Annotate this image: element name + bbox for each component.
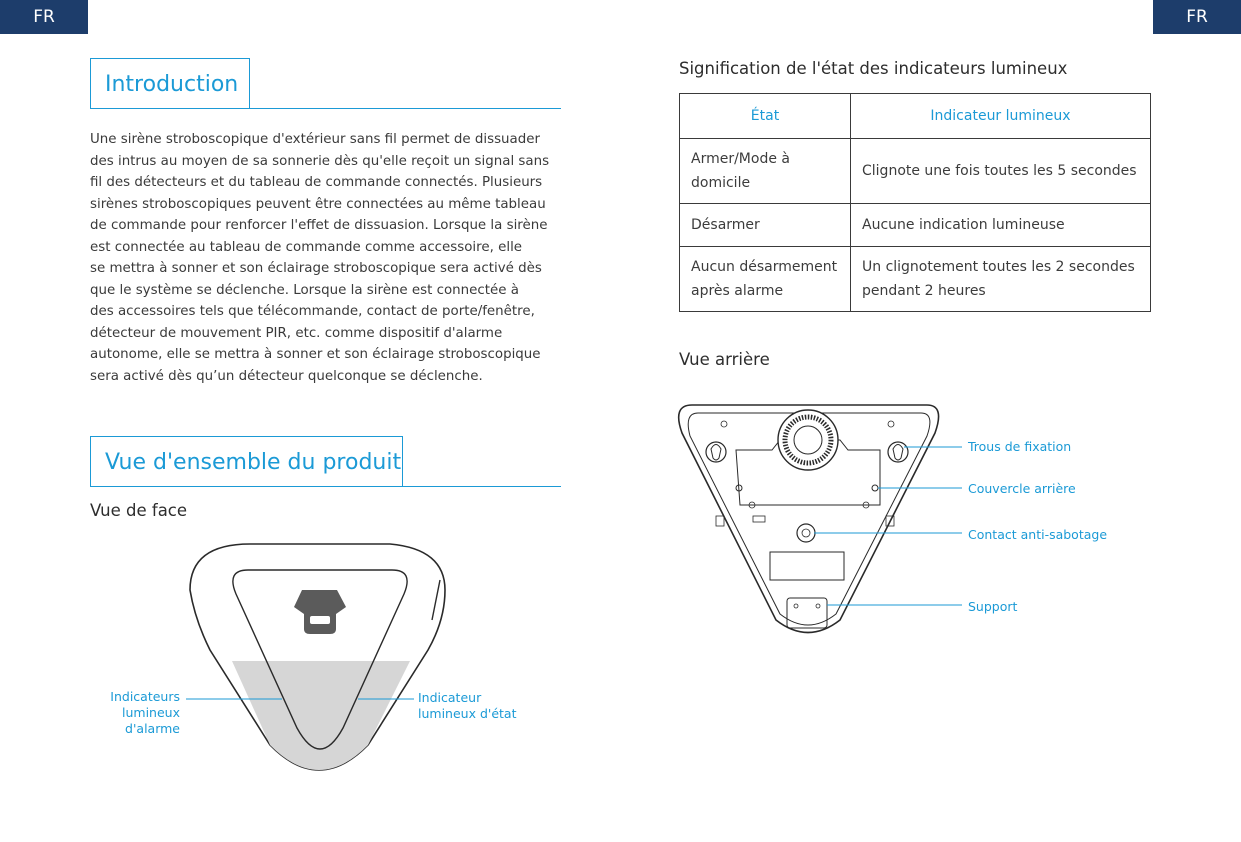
column-header-indicator: Indicateur lumineux (851, 94, 1151, 139)
front-view-heading: Vue de face (90, 501, 188, 520)
intro-line: de commande pour renforcer l'effet de dissuasion. Lorsque la sirène (90, 218, 548, 233)
status-light-window (310, 616, 330, 624)
alarm-indicators-label (90, 689, 180, 737)
intro-line: des intrus au moyen de sa sonnerie dès qu'elle reçoit un signal sans (90, 153, 550, 169)
cell-line: domicile (691, 175, 751, 191)
tamper-contact-label: Contact anti-sabotage (968, 527, 1108, 542)
cell-line: Armer/Mode à (691, 151, 790, 167)
column-header-state: État (680, 94, 851, 139)
intro-line: se mettra à sonner et son éclairage stroboscopique sera activé dès (90, 261, 542, 276)
cell-line: pendant 2 heures (862, 283, 986, 299)
language-tab-right: FR (1153, 0, 1241, 34)
cell-line: Un clignotement toutes les 2 secondes (862, 259, 1135, 275)
cell-line: Clignote une fois toutes les 5 secondes (862, 163, 1137, 179)
label-line: lumineux (122, 705, 180, 720)
status-indicator-label (418, 690, 528, 722)
status-table-heading: Signification de l'état des indicateurs lumineux (679, 59, 1068, 78)
label-line: Indicateurs (110, 689, 180, 704)
cell-line: Désarmer (691, 217, 760, 233)
intro-line: sera activé dès qu’un détecteur quelconque se déclenche. (90, 368, 483, 384)
support-label: Support (968, 599, 1018, 614)
introduction-heading: Introduction (90, 58, 250, 109)
mounting-holes-label: Trous de fixation (968, 439, 1072, 454)
cell-line: Aucun désarmement (691, 259, 838, 275)
product-overview-heading: Vue d'ensemble du produit (90, 436, 403, 487)
intro-line: fil des détecteurs et du tableau de commande connectés. Plusieurs (90, 175, 543, 190)
latch-left (716, 516, 724, 526)
rear-cover-label: Couvercle arrière (968, 481, 1076, 496)
front-view-illustration (186, 544, 445, 770)
intro-line: sirènes stroboscopiques peuvent être connectées au même tableau (90, 196, 546, 212)
intro-line: est connectée au tableau de commande comme accessoire, elle (90, 239, 523, 255)
speaker-center (794, 426, 822, 454)
language-tab-left: FR (0, 0, 88, 34)
rear-view-illustration (679, 405, 962, 633)
label-line: lumineux d'état (418, 706, 517, 721)
cell-line: après alarme (691, 283, 784, 299)
intro-line: Une sirène stroboscopique d'extérieur sans fil permet de dissuader (90, 132, 540, 147)
intro-line: autonome, elle se mettra à sonner et son éclairage stroboscopique (90, 347, 541, 362)
cell-line: Aucune indication lumineuse (862, 217, 1065, 233)
intro-line: des accessoires tels que télécommande, contact de porte/fenêtre, (90, 304, 535, 319)
label-line: d'alarme (125, 721, 180, 736)
intro-line: détecteur de mouvement PIR, etc. comme dispositif d'alarme (90, 325, 503, 341)
intro-line: que le système se déclenche. Lorsque la sirène est connectée à (90, 282, 519, 298)
rear-view-heading: Vue arrière (679, 350, 770, 369)
label-line: Indicateur (418, 690, 482, 705)
